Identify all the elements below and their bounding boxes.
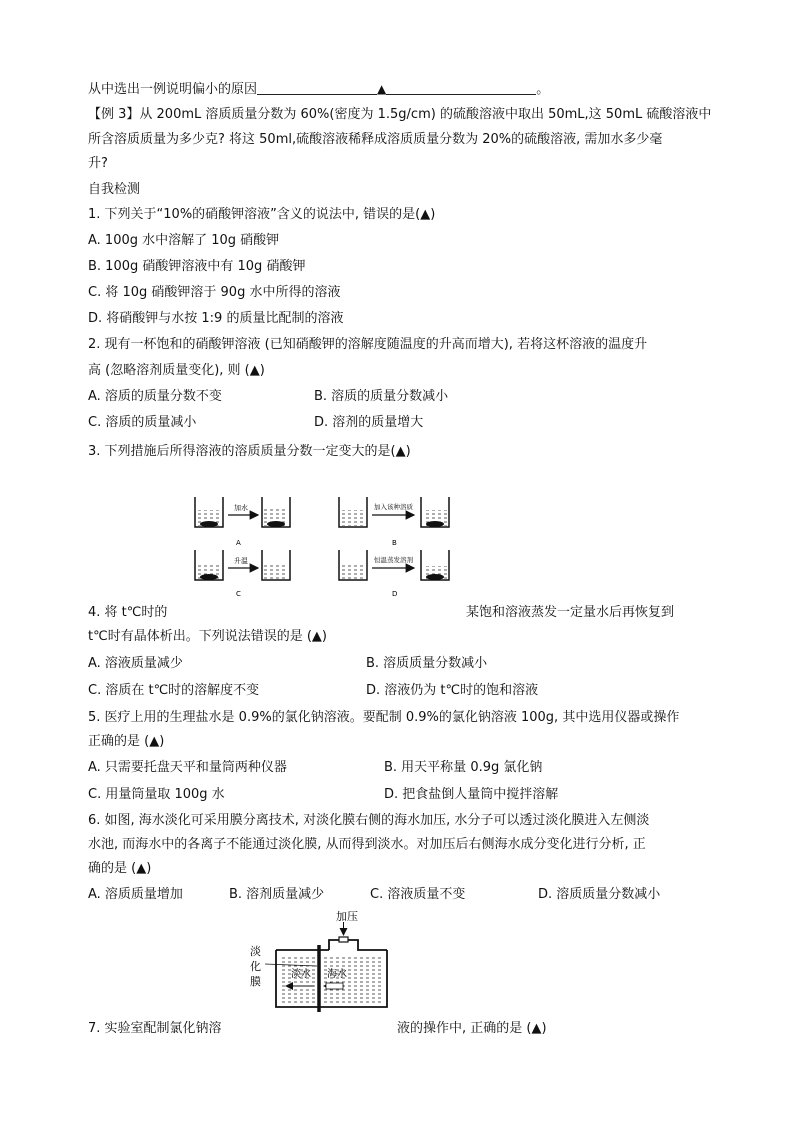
example-3-line-3: 升? xyxy=(88,156,108,171)
beaker-c-after xyxy=(262,550,290,580)
section-title: 自我检测 xyxy=(88,182,141,197)
question-6-option-c[interactable]: C. 溶液质量不变 xyxy=(370,887,466,902)
beaker-a-after xyxy=(262,497,290,527)
sea-water-label: 海水 xyxy=(327,969,347,980)
figure-label-c: C xyxy=(236,590,241,598)
question-4-option-d[interactable]: D. 溶液仍为 t℃时的饱和溶液 xyxy=(366,683,539,698)
beaker-d-after xyxy=(421,550,449,580)
question-6-stem-3: 确的是 (▲) xyxy=(88,861,152,876)
question-2-stem-1: 2. 现有一杯饱和的硝酸钾溶液 (已知硝酸钾的溶解度随温度的升高而增大), 若将这杯溶液的温度升 xyxy=(88,337,648,352)
question-2-option-b[interactable]: B. 溶质的质量分数减小 xyxy=(314,389,449,404)
question-1-option-d[interactable]: D. 将硝酸钾与水按 1:9 的质量比配制的溶液 xyxy=(88,311,344,326)
question-5-stem-1: 5. 医疗上用的生理盐水是 0.9%的氯化钠溶液。要配制 0.9%的氯化钠溶液 100g, 其中选用仪器或操作 xyxy=(88,710,680,725)
example-3-line-2: 所含溶质质量为多少克? 将这 50ml,硫酸溶液稀释成溶质质量分数为 20%的硫酸溶液, 需加水多少毫 xyxy=(88,132,663,147)
arrow-a-label: 加水 xyxy=(234,504,248,512)
question-5-option-a[interactable]: A. 只需要托盘天平和量筒两种仪器 xyxy=(88,760,287,775)
beaker-b-before xyxy=(339,497,367,527)
question-2-option-a[interactable]: A. 溶质的质量分数不变 xyxy=(88,389,222,404)
example-3-line-1: 【例 3】从 200mL 溶质质量分数为 60%(密度为 1.5g/cm) 的硫酸溶液中取出 50mL,这 50mL 硫酸溶液中 xyxy=(88,107,712,122)
answer-mark: ▲ xyxy=(377,82,387,96)
question-1-option-b[interactable]: B. 100g 硝酸钾溶液中有 10g 硝酸钾 xyxy=(88,259,306,274)
membrane-label-3: 膜 xyxy=(250,975,261,988)
question-4-stem-2: t℃时有晶体析出。下列说法错误的是 (▲) xyxy=(88,629,327,644)
question-6-stem-2: 水池, 而海水中的各离子不能通过淡化膜, 从而得到淡水。对加压后右侧海水成分变化进行分析, 正 xyxy=(88,837,646,852)
figure-label-d: D xyxy=(392,590,398,598)
question-5-option-b[interactable]: B. 用天平称量 0.9g 氯化钠 xyxy=(384,760,543,775)
question-4-option-a[interactable]: A. 溶液质量减少 xyxy=(88,656,183,671)
question-1-option-c[interactable]: C. 将 10g 硝酸钾溶于 90g 水中所得的溶液 xyxy=(88,285,341,300)
fill-in-text: 从中选出一例说明偏小的原因 xyxy=(88,82,258,97)
question-6-stem-1: 6. 如图, 海水淡化可采用膜分离技术, 对淡化膜右侧的海水加压, 水分子可以透过淡化膜进入左侧淡 xyxy=(88,813,650,828)
fresh-water-label: 淡水 xyxy=(291,969,311,980)
question-7-stem-left: 7. 实验室配制氯化钠溶 xyxy=(88,1021,222,1036)
question-4-stem-left: 4. 将 t℃时的 xyxy=(88,605,168,620)
question-3-stem: 3. 下列措施后所得溶液的溶质质量分数一定变大的是(▲) xyxy=(88,444,411,459)
question-2-option-d[interactable]: D. 溶剂的质量增大 xyxy=(314,415,424,430)
arrow-d-label: 恒温蒸发溶剂 xyxy=(374,556,413,564)
question-4-option-b[interactable]: B. 溶质质量分数减小 xyxy=(366,656,488,671)
question-5-stem-2: 正确的是 (▲) xyxy=(88,734,165,749)
beaker-d-before xyxy=(339,550,367,580)
beaker-b-after xyxy=(421,497,449,527)
question-2-option-c[interactable]: C. 溶质的质量减小 xyxy=(88,415,197,430)
question-7-stem-right: 液的操作中, 正确的是 (▲) xyxy=(397,1021,547,1036)
question-6-option-d[interactable]: D. 溶质质量分数减小 xyxy=(538,887,661,902)
membrane-label-2: 化 xyxy=(250,960,261,973)
question-5-option-d[interactable]: D. 把食盐倒人量筒中搅拌溶解 xyxy=(384,787,559,802)
figure-label-a: A xyxy=(236,539,241,547)
question-6-option-a[interactable]: A. 溶质质量增加 xyxy=(88,887,183,902)
question-5-option-c[interactable]: C. 用量筒量取 100g 水 xyxy=(88,787,225,802)
beaker-a-before xyxy=(195,497,223,527)
pressure-label: 加压 xyxy=(336,910,358,923)
question-1-option-a[interactable]: A. 100g 水中溶解了 10g 硝酸钾 xyxy=(88,233,280,248)
beaker-c-before xyxy=(195,550,223,580)
figure-label-b: B xyxy=(392,539,397,547)
question-6-option-b[interactable]: B. 溶剂质量减少 xyxy=(229,887,325,902)
question-4-option-c[interactable]: C. 溶质在 t℃时的溶解度不变 xyxy=(88,683,260,698)
question-4-stem-right: 某饱和溶液蒸发一定量水后再恢复到 xyxy=(466,605,675,620)
arrow-b-label: 加入该种溶质 xyxy=(374,503,413,511)
arrow-c-label: 升温 xyxy=(234,557,248,565)
membrane-label-1: 淡 xyxy=(250,945,261,958)
membrane-tank-figure xyxy=(250,909,387,1012)
question-2-stem-2: 高 (忽略溶剂质量变化), 则 (▲) xyxy=(88,363,265,378)
period: 。 xyxy=(536,82,550,97)
question-1-stem: 1. 下列关于“10%的硝酸钾溶液”含义的说法中, 错误的是(▲) xyxy=(88,207,436,222)
